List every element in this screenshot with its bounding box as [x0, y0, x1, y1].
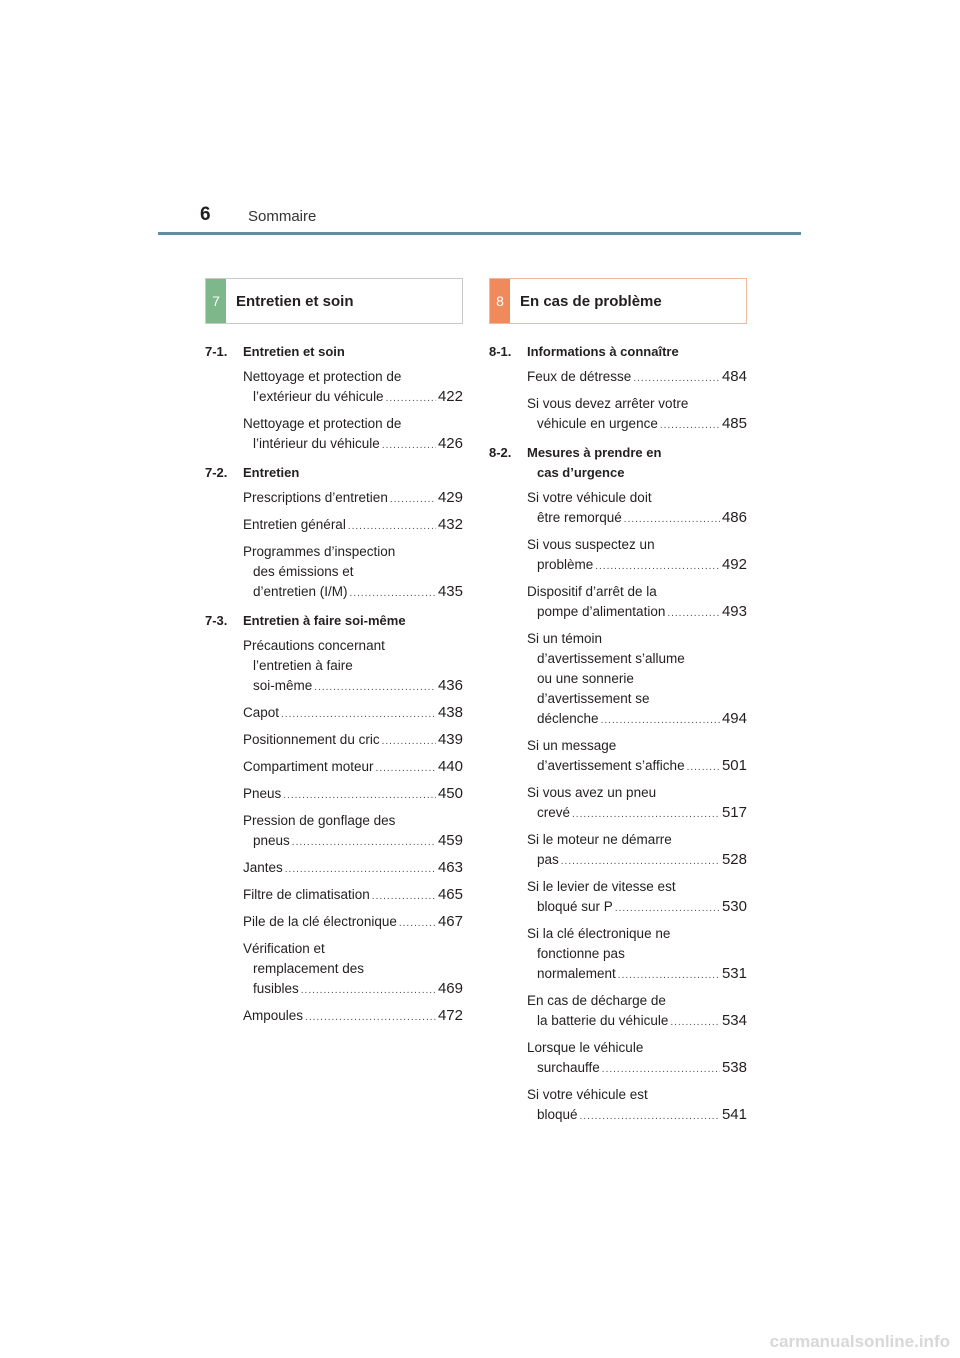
page-ref: 440 — [437, 758, 463, 775]
dot-leader — [292, 833, 436, 853]
page-ref: 435 — [437, 583, 463, 600]
entry-leader-row — [243, 676, 463, 698]
entry-text-line: d’avertissement s’affiche — [537, 758, 685, 773]
toc-entry[interactable] — [243, 1006, 463, 1028]
toc-entry[interactable] — [243, 811, 463, 853]
page-ref: 463 — [437, 859, 463, 876]
entry-leader-row — [243, 858, 463, 880]
entry-leader-row — [243, 885, 463, 907]
entry-text-line: crevé — [537, 805, 571, 820]
section-column-7 — [205, 278, 463, 1028]
entry-leader-row — [527, 803, 747, 825]
entry-text-line: En cas de décharge de — [527, 993, 666, 1008]
toc-entry[interactable] — [527, 783, 747, 825]
entry-text-line: soi-même — [253, 678, 313, 693]
dot-leader — [301, 981, 436, 1001]
entry-text-line: Si le moteur ne démarre — [527, 832, 672, 847]
chapter-heading[interactable] — [205, 463, 463, 483]
toc-entry[interactable] — [527, 830, 747, 872]
entry-leader-row — [243, 1006, 463, 1028]
section-number: 7 — [206, 279, 226, 323]
toc-entry[interactable] — [527, 629, 747, 731]
page-ref: 472 — [437, 1007, 463, 1024]
dot-leader — [633, 369, 720, 389]
entry-text-line: Si un témoin — [527, 631, 603, 646]
dot-leader — [348, 517, 436, 537]
chapter-name-line: Mesures à prendre en — [527, 445, 662, 460]
entry-text-line: surchauffe — [537, 1060, 600, 1075]
toc-entry[interactable] — [243, 488, 463, 510]
toc-entry[interactable] — [243, 730, 463, 752]
entry-text-line: l’entretien à faire — [253, 658, 353, 673]
toc-entry[interactable] — [243, 636, 463, 698]
entry-leader-row — [243, 784, 463, 806]
chapter-heading[interactable] — [489, 443, 747, 483]
toc-entry[interactable] — [527, 582, 747, 624]
chapter-name-line: cas d’urgence — [537, 465, 625, 480]
section-title: Entretien et soin — [236, 292, 354, 310]
entry-text-line: Pression de gonflage des — [243, 813, 396, 828]
entry-text-line: Si votre véhicule est — [527, 1087, 648, 1102]
page-ref: 438 — [437, 704, 463, 721]
toc-entry[interactable] — [243, 367, 463, 409]
page-ref: 534 — [721, 1012, 747, 1029]
toc-entry[interactable] — [527, 736, 747, 778]
entry-text-line: Précautions concernant — [243, 638, 385, 653]
dot-leader — [382, 436, 436, 456]
dot-leader — [382, 732, 436, 752]
dot-leader — [305, 1008, 436, 1028]
chapter-code: 7-3. — [205, 613, 228, 628]
dot-leader — [281, 705, 436, 725]
page-ref: 517 — [721, 804, 747, 821]
chapter-heading[interactable] — [205, 611, 463, 631]
entry-text-line: Si le levier de vitesse est — [527, 879, 676, 894]
dot-leader — [376, 759, 436, 779]
page-header-title: Sommaire — [248, 208, 317, 225]
chapter-code: 7-2. — [205, 465, 228, 480]
entry-text-line: ou une sonnerie — [537, 671, 634, 686]
entry-leader-row — [527, 414, 747, 436]
dot-leader — [283, 786, 436, 806]
toc-entry[interactable] — [243, 784, 463, 806]
page-ref: 531 — [721, 965, 747, 982]
toc-entry[interactable] — [527, 1038, 747, 1080]
entry-text-line: être remorqué — [537, 510, 622, 525]
entry-text-line: Pile de la clé électronique — [243, 914, 397, 929]
toc-entry[interactable] — [243, 858, 463, 880]
entry-leader-row — [527, 555, 747, 577]
entry-text-line: pas — [537, 852, 559, 867]
entry-leader-row — [243, 912, 463, 934]
entry-text-line: Capot — [243, 705, 280, 720]
page-ref: 450 — [437, 785, 463, 802]
entry-text-line: Entretien général — [243, 517, 346, 532]
page-ref: 426 — [437, 435, 463, 452]
entry-text-line: Prescriptions d’entretien — [243, 490, 388, 505]
entry-leader-row — [527, 508, 747, 530]
page-ref: 530 — [721, 898, 747, 915]
page-ref: 429 — [437, 489, 463, 506]
header-divider — [158, 232, 801, 235]
page-ref: 485 — [721, 415, 747, 432]
chapter-name — [243, 342, 463, 362]
page-ref: 501 — [721, 757, 747, 774]
page-ref: 436 — [437, 677, 463, 694]
entry-text-line: Compartiment moteur — [243, 759, 374, 774]
section-title: En cas de problème — [520, 292, 662, 310]
entry-text-line: Lorsque le véhicule — [527, 1040, 644, 1055]
toc-entry[interactable] — [243, 414, 463, 456]
entry-text-line: la batterie du véhicule — [537, 1013, 669, 1028]
chapter-heading[interactable] — [489, 342, 747, 362]
entry-text-line: bloqué sur P — [537, 899, 613, 914]
entry-leader-row — [243, 515, 463, 537]
entry-leader-row — [243, 831, 463, 853]
entry-text-line: normalement — [537, 966, 616, 981]
entry-text-line: problème — [537, 557, 594, 572]
dot-leader — [670, 1013, 720, 1033]
entry-text-line: Pneus — [243, 786, 282, 801]
chapter-name — [527, 342, 747, 362]
entry-leader-row — [527, 709, 747, 731]
entry-text-line: Feux de détresse — [527, 369, 632, 384]
section-column-8 — [489, 278, 747, 1127]
chapter-name — [243, 611, 463, 631]
entry-text-line: l’intérieur du véhicule — [253, 436, 380, 451]
dot-leader — [615, 899, 720, 919]
page-ref: 484 — [721, 368, 747, 385]
entry-text-line: Programmes d’inspection — [243, 544, 396, 559]
entry-text-line: Si vous devez arrêter votre — [527, 396, 689, 411]
dot-leader — [667, 604, 720, 624]
chapter-code: 7-1. — [205, 344, 228, 359]
toc-entry[interactable] — [243, 757, 463, 779]
entry-text-line: fusibles — [253, 981, 299, 996]
toc-entry[interactable] — [527, 367, 747, 389]
toc-entry[interactable] — [527, 924, 747, 986]
page-ref: 528 — [721, 851, 747, 868]
dot-leader — [660, 416, 720, 436]
chapter-list — [205, 342, 463, 1028]
toc-entry[interactable] — [243, 515, 463, 537]
chapter-list — [489, 342, 747, 1127]
entry-text-line: Positionnement du cric — [243, 732, 380, 747]
page-ref: 422 — [437, 388, 463, 405]
toc-entry[interactable] — [527, 535, 747, 577]
dot-leader — [390, 490, 436, 510]
chapter-code: 8-2. — [489, 445, 512, 460]
entry-leader-row — [243, 730, 463, 752]
entry-text-line: Si votre véhicule doit — [527, 490, 652, 505]
toc-entry[interactable] — [527, 488, 747, 530]
chapter-code: 8-1. — [489, 344, 512, 359]
chapter-heading[interactable] — [205, 342, 463, 362]
dot-leader — [350, 584, 436, 604]
page-ref: 493 — [721, 603, 747, 620]
page-number: 6 — [200, 204, 211, 225]
chapter-name — [243, 463, 463, 483]
entry-leader-row — [527, 602, 747, 624]
dot-leader — [386, 389, 436, 409]
dot-leader — [624, 510, 720, 530]
entry-text-line: d’avertissement se — [537, 691, 650, 706]
page-ref: 538 — [721, 1059, 747, 1076]
dot-leader — [618, 966, 720, 986]
chapter-name-line: Entretien — [243, 465, 300, 480]
entry-text-line: Vérification et — [243, 941, 325, 956]
entry-leader-row — [243, 979, 463, 1001]
chapter-name-line: Informations à connaître — [527, 344, 679, 359]
entry-text-line: pompe d’alimentation — [537, 604, 666, 619]
entry-text-line: remplacement des — [253, 961, 365, 976]
page-ref: 492 — [721, 556, 747, 573]
entry-text-line: Filtre de climatisation — [243, 887, 370, 902]
entry-text-line: fonctionne pas — [537, 946, 625, 961]
entry-leader-row — [243, 488, 463, 510]
page-ref: 469 — [437, 980, 463, 997]
page-ref: 494 — [721, 710, 747, 727]
dot-leader — [561, 852, 720, 872]
dot-leader — [602, 1060, 720, 1080]
entry-text-line: bloqué — [537, 1107, 578, 1122]
entry-text-line: des émissions et — [253, 564, 354, 579]
dot-leader — [314, 678, 436, 698]
dot-leader — [285, 860, 436, 880]
entry-text-line: d’avertissement s’allume — [537, 651, 685, 666]
entry-leader-row — [527, 1105, 747, 1127]
dot-leader — [399, 914, 436, 934]
toc-entry[interactable] — [527, 1085, 747, 1127]
chapter-name-line: Entretien à faire soi-même — [243, 613, 406, 628]
section-header — [205, 278, 463, 324]
page-ref: 467 — [437, 913, 463, 930]
toc-entry[interactable] — [527, 877, 747, 919]
toc-entry[interactable] — [243, 912, 463, 934]
entry-leader-row — [527, 1011, 747, 1033]
entry-leader-row — [527, 1058, 747, 1080]
entry-leader-row — [527, 850, 747, 872]
entry-leader-row — [243, 703, 463, 725]
entry-leader-row — [527, 367, 747, 389]
entry-text-line: Nettoyage et protection de — [243, 416, 402, 431]
entry-text-line: d’entretien (I/M) — [253, 584, 348, 599]
chapter-name — [527, 443, 747, 483]
entry-leader-row — [243, 582, 463, 604]
watermark: carmanualsonline.info — [769, 1332, 950, 1351]
entry-text-line: Ampoules — [243, 1008, 304, 1023]
toc-entry[interactable] — [243, 939, 463, 1001]
toc-entry[interactable] — [243, 885, 463, 907]
page-ref: 459 — [437, 832, 463, 849]
page-ref: 465 — [437, 886, 463, 903]
toc-entry[interactable] — [243, 542, 463, 604]
entry-leader-row — [527, 897, 747, 919]
entry-text-line: Jantes — [243, 860, 283, 875]
toc-entry[interactable] — [243, 703, 463, 725]
section-number: 8 — [490, 279, 510, 323]
page-ref: 541 — [721, 1106, 747, 1123]
entry-text-line: Nettoyage et protection de — [243, 369, 402, 384]
entry-text-line: Si vous suspectez un — [527, 537, 655, 552]
entry-text-line: Dispositif d’arrêt de la — [527, 584, 657, 599]
toc-entry[interactable] — [527, 394, 747, 436]
chapter-name-line: Entretien et soin — [243, 344, 345, 359]
dot-leader — [595, 557, 720, 577]
entry-text-line: déclenche — [537, 711, 599, 726]
entry-text-line: Si un message — [527, 738, 617, 753]
toc-entry[interactable] — [527, 991, 747, 1033]
page-ref: 486 — [721, 509, 747, 526]
entry-text-line: l’extérieur du véhicule — [253, 389, 384, 404]
entry-leader-row — [527, 964, 747, 986]
dot-leader — [601, 711, 720, 731]
entry-text-line: Si vous avez un pneu — [527, 785, 657, 800]
entry-text-line: pneus — [253, 833, 290, 848]
section-header — [489, 278, 747, 324]
entry-leader-row — [527, 756, 747, 778]
dot-leader — [572, 805, 720, 825]
entry-leader-row — [243, 434, 463, 456]
entry-text-line: Si la clé électronique ne — [527, 926, 671, 941]
page-ref: 432 — [437, 516, 463, 533]
entry-leader-row — [243, 387, 463, 409]
dot-leader — [372, 887, 436, 907]
entry-text-line: véhicule en urgence — [537, 416, 658, 431]
dot-leader — [687, 758, 720, 778]
dot-leader — [580, 1107, 720, 1127]
entry-leader-row — [243, 757, 463, 779]
page-ref: 439 — [437, 731, 463, 748]
